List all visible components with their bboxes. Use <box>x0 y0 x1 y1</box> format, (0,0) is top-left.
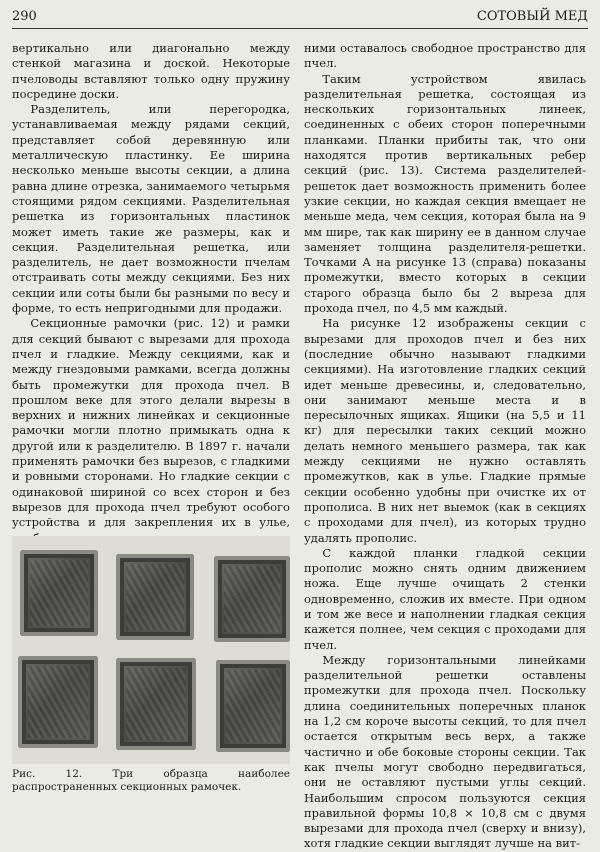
section-frame <box>116 658 196 750</box>
figure-photo-section-frames <box>12 536 290 764</box>
page-number: 290 <box>12 8 37 24</box>
header-rule <box>12 28 588 29</box>
running-title: СОТОВЫЙ МЕД <box>476 8 588 24</box>
section-frame <box>18 656 98 748</box>
paragraph: На рисунке 12 изображены секции с вырезами для проходов пчел и без них (последние обычно называют гладкими секциями). На изготовление гладких секций идет меньше древесины, и, следовательно, они занимают меньше места и в пересылочных ящиках. Ящики (на 5,5 и 11 кг) для пересылки таких секций можно делать немного меньшего размера, так как между секциями не нужно оставлять промежутков, как в улье. Гладкие прямые секции особенно удобны при очистке их от прополиса. В них нет выемок (как в секциях с проходами для пчел), из которых трудно удалять прополис. <box>304 316 586 545</box>
section-frame <box>214 556 290 642</box>
section-frame <box>20 550 98 636</box>
page-header <box>12 5 588 27</box>
paragraph: Таким устройством явилась разделительная решетка, состоящая из нескольких горизонтальных линеек, соединенных с обеих сторон поперечными планками. Планки прибиты так, что они находятся против вертикальных ребер секций (рис. 13). Система разделителей-решеток дает возможность применить более узкие секции, но каждая секция вмещает не меньше меда, чем секция, которая была на 9 мм шире, так как ширину ее в данном случае заменяет толщина разделителя-решетки. Точками А на рисунке 13 (справа) показаны промежутки, вместо которых в секции старого образца было бы 2 выреза для прохода пчел, по 4,5 мм каждый. <box>304 71 586 316</box>
paragraph: вертикально или диагонально между стенкой магазина и доской. Некоторые пчеловоды вставляют только одну пружину посредине доски. <box>12 41 290 101</box>
section-frame <box>216 660 290 752</box>
section-frame <box>116 554 194 640</box>
paragraph: Секционные рамочки (рис. 12) и рамки для секций бывают с вырезами для прохода пчел и гладкие. Между секциями, как и между гнездовыми рамками, всегда должны быть промежутки для прохода пчел. В прошлом веке для этого делали вырезы в верхних и нижних линейках и секционные рамочки могли плотно примыкать одна к другой или к разделителю. В 1897 г. начали применять рамочки без вырезов, с гладкими и ровными сторонами. Но гладкие секции с одинаковой шириной со всех сторон и без вырезов для прохода пчел требуют особого устройства и для закрепления их в улье, <box>12 316 290 530</box>
paragraph: С каждой планки гладкой секции прополис можно снять одним движением ножа. Еще лучше очищать 2 стенки одновременно, сложив их вместе. При одном и том же весе и наполнении гладкая секция кажется полнее, чем секция с проходами для пчел. <box>304 545 586 652</box>
paragraph: ними оставалось свободное пространство для пчел. <box>304 41 586 71</box>
right-column <box>304 41 586 851</box>
figure-caption: Рис. 12. Три образца наиболее распространенных секционных рамочек. <box>12 768 290 793</box>
paragraph: Между горизонтальными линейками разделительной решетки оставлены промежутки для прохода пчел. Поскольку длина соединительных поперечных планок на 1,2 см короче высоты секций, то для пчел остается открытым весь верх, а также частично и обе боковые стороны секции. Так как пчелы могут свободно передвигаться, они не оставляют пустыми углы секций. Наибольшим спросом пользуются секция правильной формы 10,8 × 10,8 см с двумя вырезами для прохода пчел (сверху и внизу), хотя гладкие секции выглядят лучше на вит- <box>304 652 586 851</box>
paragraph: Разделитель, или перегородка, устанавливаемая между рядами секций, представляет собой деревянную или металлическую пластинку. Ее ширина несколько меньше высоты секции, а длина равна длине отрезка, занимаемого четырьмя стоящими рядом секциями. Разделительная решетка из горизонтальных пластинок может иметь такие же размеры, как и секция. Разделительная решетка, или разделитель, не дает возможности пчелам отстраивать соты между секциями. Без них секции или соты были бы разными по весу и форме, то есть непригодными для продажи. <box>12 102 290 316</box>
